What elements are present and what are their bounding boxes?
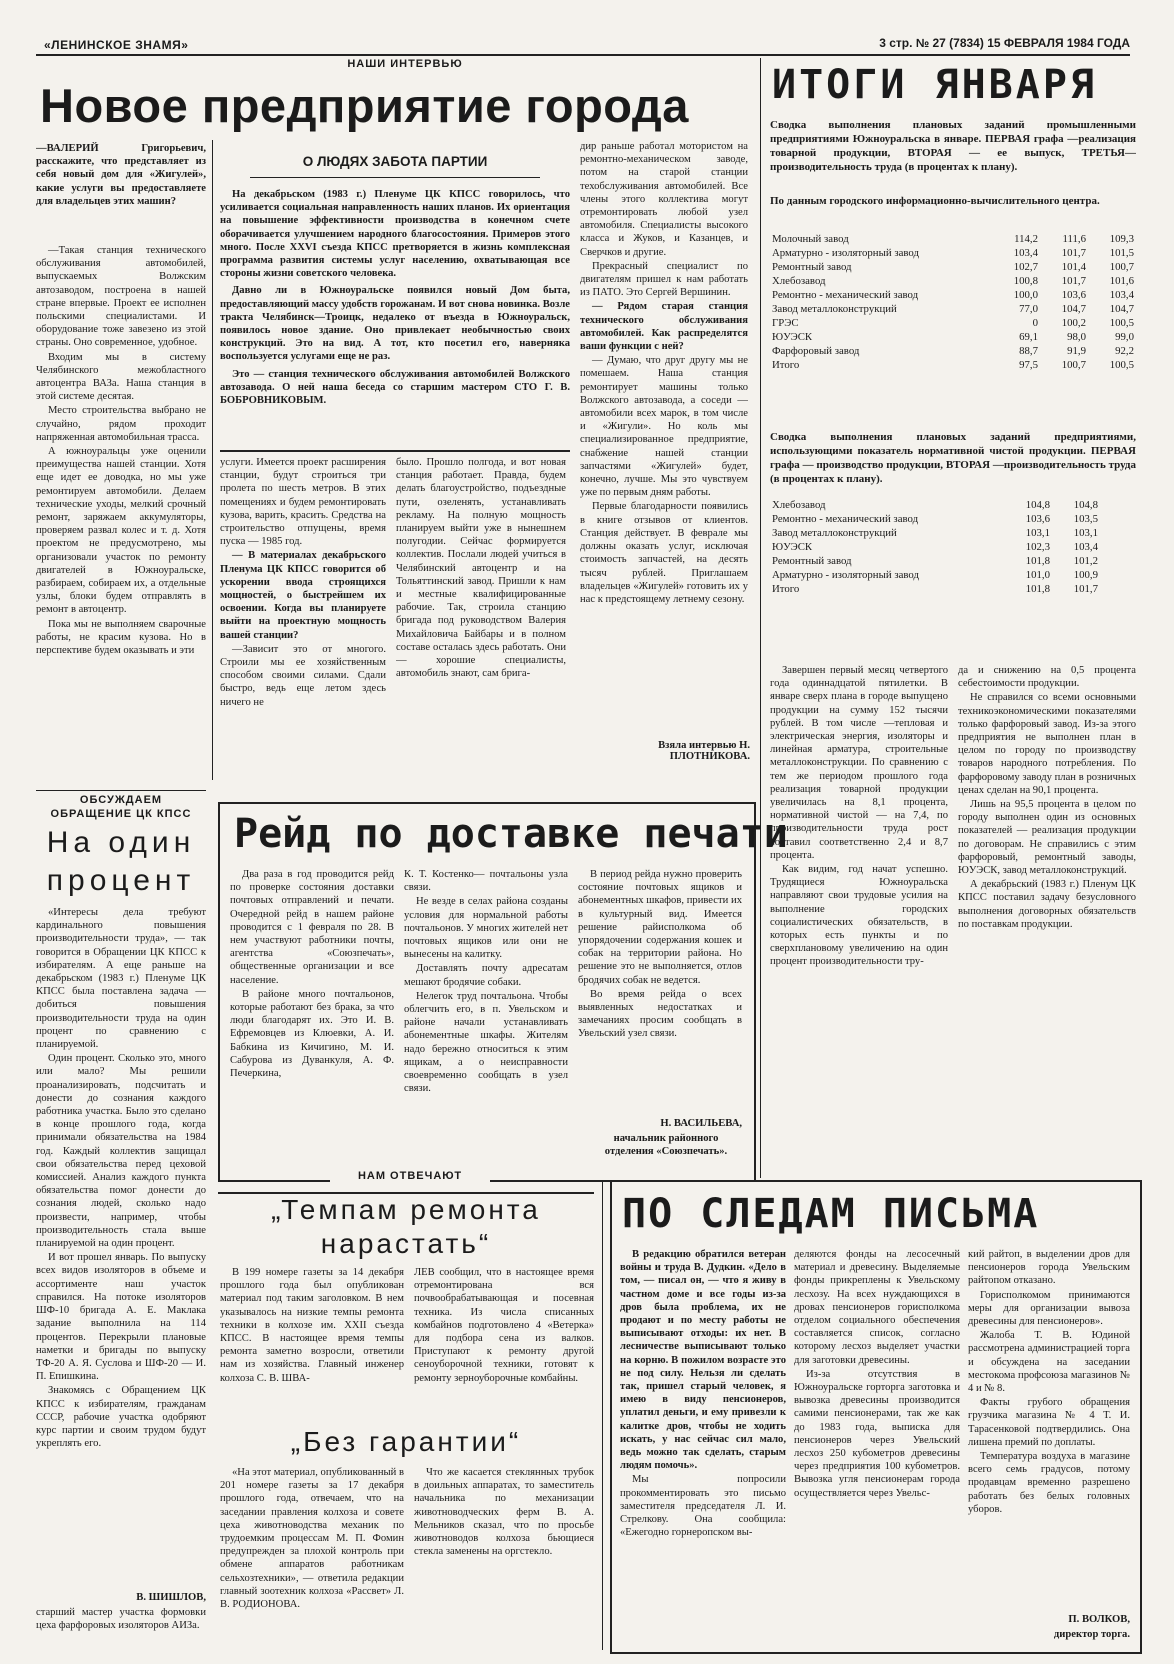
otvechaem-rubric: НАМ ОТВЕЧАЮТ bbox=[330, 1170, 490, 1182]
table-cell: 114,2 bbox=[1014, 233, 1038, 245]
obsuzhdaem-headline1: На один bbox=[46, 826, 196, 859]
table-cell: 109,3 bbox=[1109, 233, 1134, 245]
enterprise-name: Хлебозавод bbox=[772, 275, 826, 287]
sidebar-paragraph: Это — станция технического обслуживания автомобилей Волжского автозавода. О ней наша беседа со старшим мастером СТО Г. В. БОБРОВНИКОВЫМ. bbox=[220, 368, 570, 407]
itogi-intro: Сводка выполнения плановых заданий промышленными предприятиями Южноуральска в январе. ПЕРВАЯ графа —реализация товарной продукции, ВТОРАЯ — ее выпуск, ТРЕТЬЯ— производительность труда (в процентах к плану). bbox=[770, 119, 1136, 173]
obsuzhdaem-signature: В. ШИШЛОВ, bbox=[136, 1592, 206, 1603]
enterprise-name: Хлебозавод bbox=[772, 499, 826, 511]
paragraph: В редакцию обратился ветеран войны и труда В. Дудкин. «Дело в том, — писал он, — что я живу в частном доме и все годы из-за дров была проблема, их не продают и по месту работы не выписывают отходы: их нет. В лесничестве выписывают только на корню. В пожилом возрасте это не под силу. Нельзя ли сделать так, пришел старый человек, я имею в виду пенсионеров, уплатил деньги, и ему привезли к калитке дров, чтобы не ходить искать, у нас сейчас сил мало, ведь можно так сделать, старым людям помочь». bbox=[620, 1249, 786, 1472]
pismo-headline: ПО СЛЕДАМ ПИСЬМА bbox=[622, 1191, 1040, 1237]
interview-col3 bbox=[580, 140, 748, 720]
paragraph: «Интересы дела требуют кардинального повышения производительности труда», — так говорится в Обращении ЦК КПСС к избирателям. А еще раньше на декабрьском (1983 г.) Пленуме ЦК КПСС была поставлена задача — добиться повышения производительности труда на один процент по сравнению с планируемой. bbox=[36, 907, 206, 1051]
paragraph: Температура воздуха в магазине всего семь градусов, потому продавцам временно разрешено работать без белых головных уборов. bbox=[968, 1451, 1130, 1515]
sidebar-paragraph: На декабрьском (1983 г.) Пленуме ЦК КПСС говорилось, что усиливается социальная направленность наших планов. Их ориентация на повышение эффективности производства в конечном счете оборачивается улучшением народного благосостояния. Примеров этого много. После XXVI съезда КПСС претворяется в жизнь комплексная программа развития системы услуг населению, охватывающая все стороны жизни советского человека. bbox=[220, 189, 570, 280]
paragraph: В период рейда нужно проверить состояние почтовых ящиков и абонементных шкафов, привести их в культурный вид. Имеется решение райисполкома об упорядочении содержания кошек и собак на территории района. Но решение это не выполняется, отлов бродячих собак не ведется. bbox=[578, 869, 742, 986]
paragraph: Не везде в селах района созданы условия для нормальной работы почтальонов. У многих жителей нет почтовых ящиков или они не вынесены на калитку. bbox=[404, 896, 568, 961]
table-row bbox=[770, 568, 1100, 582]
paragraph: Горисполкомом принимаются меры для организации вывоза древесины для пенсионеров». bbox=[968, 1289, 1130, 1328]
table-cell: 101,7 bbox=[1061, 247, 1086, 259]
table-cell: 101,0 bbox=[1025, 569, 1050, 581]
otvechaem-col4: Что же касается стеклянных трубок в доильных аппаратах, то заместитель начальника по механизации животноводческих ферм В. А. Мельников сказал, что по просьбе животноводов колхоза бьющиеся стекла заменены на оргстекло. bbox=[414, 1467, 594, 1558]
table-cell: 101,7 bbox=[1073, 583, 1098, 595]
masthead bbox=[44, 36, 1130, 52]
paragraph: Нелегок труд почтальона. Чтобы облегчить его, в п. Увельском и районе начали устанавливать абонементные шкафы. Жителям надо бережно относиться к этим ящикам, а о неисправности своевременно сообщать в узел связи. bbox=[404, 990, 568, 1095]
paragraph: Не справился со всеми основными техникоэкономическими показателями только фарфоровый завод. Из-за этого предприятия не выполнен план в целом по городу по производству товаров народного потребления. По фарфоровому заводу план в розничных ценах сделан на 90,1 процента. bbox=[958, 692, 1136, 796]
paragraph: Доставлять почту адресатам мешают бродячие собаки. bbox=[404, 963, 568, 988]
paragraph: В районе много почтальонов, которые работают без брака, за что люди благодарят их. Это И. В. Ефремовцев из Клюевки, А. И. Бабкина из Кичигино, М. И. Сабурова из Дуванкуля, А. Ф. Печеркина, bbox=[230, 988, 394, 1080]
table-cell: 103,1 bbox=[1073, 527, 1098, 539]
obsuzhdaem-rubric2: ОБРАЩЕНИЕ ЦК КПСС bbox=[50, 808, 192, 820]
enterprise-name: ЮУЭСК bbox=[772, 541, 813, 553]
table-cell: 100,9 bbox=[1073, 569, 1098, 581]
table-cell: 91,9 bbox=[1067, 345, 1086, 357]
enterprise-name: Завод металлоконструкций bbox=[772, 527, 897, 539]
obsuzhdaem-rubric: ОБСУЖДАЕМ bbox=[79, 794, 163, 806]
pismo-col3 bbox=[968, 1248, 1130, 1608]
sidebar-box bbox=[220, 140, 570, 452]
paragraph: Во время рейда о всех выявленных недостатках и замечаниях просим сообщать в Увельский узел связи. bbox=[578, 988, 742, 1040]
paragraph: услуги. Имеется проект расширения станции, будут строиться три пролета по шесть метров. В этих помещениях и будем ремонтировать кузова, варить, красить. Средства на строительство отпущены, время пуска — 1985 год. bbox=[220, 457, 386, 548]
table-cell: 103,1 bbox=[1025, 527, 1050, 539]
reid-headline: Рейд по доставке печати bbox=[234, 811, 788, 857]
paper-name: «ЛЕНИНСКОЕ ЗНАМЯ» bbox=[44, 38, 189, 52]
table-row bbox=[770, 512, 1100, 526]
paragraph: И вот прошел январь. По выпуску всех видов изоляторов в объеме и ассортименте наш участок справился. На потоке изоляторов ШФ-10 бригада А. Е. Маклака задание выполнила на 114 процентов. Перекрыли плановые наметки и бригады по выпуску ТФ-20 А. Я. Суслова и ШФ-20 — И. П. Епишкина. bbox=[36, 1252, 206, 1383]
table-row bbox=[770, 302, 1136, 316]
otvechaem-headline2: „Без гарантии“ bbox=[290, 1426, 522, 1457]
pismo-col1 bbox=[620, 1248, 786, 1642]
table-cell: 92,2 bbox=[1115, 345, 1134, 357]
table-row bbox=[770, 554, 1100, 568]
interview-rubric: НАШИ ИНТЕРВЬЮ bbox=[347, 58, 463, 70]
table-cell: 88,7 bbox=[1019, 345, 1038, 357]
table-cell: 103,5 bbox=[1073, 513, 1098, 525]
table-cell: 103,6 bbox=[1061, 289, 1086, 301]
paragraph: Жалоба Т. В. Юдиной рассмотрена администрацией торга и обсуждена на заседании местокома профсоюза магазинов № 4 и № 8. bbox=[968, 1330, 1130, 1395]
table-cell: 101,8 bbox=[1025, 583, 1050, 595]
itogi-table1 bbox=[770, 232, 1136, 372]
itogi-colA bbox=[770, 664, 948, 1184]
interview-lower1 bbox=[220, 456, 386, 748]
table-cell: 97,5 bbox=[1019, 359, 1038, 371]
paragraph: деляются фонды на лесосечный материал и древесину. Выделяемые фонды прикреплены к Увельскому лесхозу. На всех нуждающихся в дровах пенсионеров горисполкома отделом социального обеспечения составляется список, согласно которому лесхоз выделяет участки для заготовки древесины. bbox=[794, 1249, 960, 1366]
interview-question: —ВАЛЕРИЙ Григорьевич, расскажите, что представляет из себя новый дом для «Жигулей», какие услуги вы предоставляете для владельцев этих машин? bbox=[36, 143, 206, 207]
otvechaem-headline1b: нарастать“ bbox=[320, 1228, 492, 1259]
issue-line: 3 стр. № 27 (7834) 15 ФЕВРАЛЯ 1984 ГОДА bbox=[879, 36, 1130, 50]
enterprise-name: Ремонтно - механический завод bbox=[772, 513, 919, 525]
reid-box bbox=[218, 802, 788, 1182]
table-row bbox=[770, 232, 1136, 246]
table-row bbox=[770, 526, 1100, 540]
paragraph: —Зависит это от многого. Строили мы ее хозяйственным способом своими силами. Сдали быстро, ведь еще летом здесь ничего не bbox=[220, 643, 386, 708]
table-cell: 103,4 bbox=[1073, 541, 1098, 553]
paragraph: Как видим, год начат успешно. Трудящиеся Южноуральска направляют свои трудовые усилия на выполнение городских социалистических обязательств, в которых есть пункты и по сверхплановому увеличению на один процент производительности тру- bbox=[770, 864, 948, 968]
table-cell: 101,7 bbox=[1061, 275, 1086, 287]
paragraph: Один процент. Сколько это, много или мало? Мы решили проанализировать, подсчитать и донести до сознания каждого работника участка. Было это сделано в конце прошлого года, когда принимали обязательства на 1984 год. Каждый коллектив защищал свои обязательства перед цеховой комиссией. Анализ каждого пункта обязательства помог донести до сознания людей, сколько надо произвести, например, чтобы производительность стала выше планируемой на один процент. bbox=[36, 1053, 206, 1250]
paragraph: Факты грубого обращения грузчика магазина № 4 Т. И. Тарасенковой подтвердились. Она лишена премий по доплаты. bbox=[968, 1397, 1130, 1448]
paragraph: Прекрасный специалист по двигателям пришел к нам работать из ПАТО. Это Сергей Вершинин. bbox=[580, 260, 748, 299]
reid-col1 bbox=[230, 868, 394, 1168]
itogi-source: По данным городского информационно-вычислительного центра. bbox=[770, 195, 1100, 207]
paragraph: — Рядом старая станция технического обслуживания автомобилей. Как распределятся ваши функции с ней? bbox=[580, 301, 748, 353]
enterprise-name: Арматурно - изоляторный завод bbox=[772, 247, 919, 259]
table-row bbox=[770, 316, 1136, 330]
column-rule bbox=[212, 140, 213, 780]
otvechaem-headline1a: „Темпам ремонта bbox=[271, 1194, 541, 1225]
enterprise-name: ЮУЭСК bbox=[772, 331, 813, 343]
table-cell: 102,3 bbox=[1025, 541, 1050, 553]
pismo-signature: П. ВОЛКОВ, bbox=[1068, 1614, 1130, 1625]
interview-lower2 bbox=[396, 456, 566, 748]
itogi-colB bbox=[958, 664, 1136, 1184]
paragraph: Завершен первый месяц четвертого года одиннадцатой пятилетки. В январе сверх плана в городе выпущено продукции на сумму 152 тысячи рублей. В том числе —тепловая и электрическая энергия, изоляторы и линейная арматура, строительные металлоконструкции. По сравнению с тем же периодом прошлого года реализация товарной продукции увеличилась на 8,1 процента, нормативной чистой — на 7,4, по производительности труда рост составил соответственно 2,4 и 8,7 процента. bbox=[770, 665, 948, 861]
table-cell: 98,0 bbox=[1067, 331, 1086, 343]
table-row bbox=[770, 330, 1136, 344]
table-row bbox=[770, 540, 1100, 554]
paragraph: Знакомясь с Обращением ЦК КПСС к избирателям, гражданам СССР, рабочие участка одобряют курс партии и своим трудом будут укреплять его. bbox=[36, 1385, 206, 1450]
enterprise-name: Итого bbox=[772, 583, 800, 595]
enterprise-name: Арматурно - изоляторный завод bbox=[772, 569, 919, 581]
enterprise-name: Итого bbox=[772, 359, 800, 371]
header-rule bbox=[36, 54, 1130, 56]
reid-col3 bbox=[578, 868, 742, 1108]
obsuzhdaem-headline2: процент bbox=[46, 864, 196, 897]
otvechaem-col1: В 199 номере газеты за 14 декабря прошлого года был опубликован материал под таким заголовком. В нем указывалось на низкие темпы ремонта техники в колхозе им. XXII съезда КПСС. В настоящее время темпы ремонта заметно возросли, ответили нам из хозяйства. Главный инженер колхоза С. В. ШВА- bbox=[220, 1267, 404, 1384]
paragraph: кий райтоп, в выделении дров для пенсионеров города Увельским райтопом отказано. bbox=[968, 1249, 1130, 1287]
table-cell: 100,7 bbox=[1061, 359, 1086, 371]
paragraph: Два раза в год проводится рейд по проверке состояния доставки почтовых отправлений и печати. Очередной рейд в нашем районе проводится с 1 февраля по 28. В нем участвуют работники почты, агентства «Союзпечать», общественные организации и все население. bbox=[230, 869, 394, 986]
reid-col2 bbox=[404, 868, 568, 1168]
paragraph: — В материалах декабрьского Пленума ЦК КПСС говорится об ускорении ввода строящихся мощностей, о быстрейшем их освоении. Когда вы планируете выйти на проектную мощность вашей станции? bbox=[220, 550, 386, 641]
sidebar-rule bbox=[250, 177, 540, 178]
table-cell: 100,0 bbox=[1013, 289, 1038, 301]
table-row bbox=[770, 358, 1136, 372]
table-cell: 0 bbox=[1032, 317, 1038, 329]
obsuzhdaem-position: старший мастер участка формовки цеха фарфоровых изоляторов АИЗа. bbox=[36, 1607, 206, 1632]
paragraph: А декабрьский (1983 г.) Пленум ЦК КПСС поставил задачу безусловного выполнения договорных обязательств по поставкам продукции. bbox=[958, 879, 1136, 930]
table-cell: 104,8 bbox=[1025, 499, 1050, 511]
table-cell: 104,7 bbox=[1061, 303, 1086, 315]
table-row bbox=[770, 344, 1136, 358]
sidebar-title: О ЛЮДЯХ ЗАБОТА ПАРТИИ bbox=[302, 154, 488, 169]
table-row bbox=[770, 274, 1136, 288]
pismo-box bbox=[610, 1180, 1142, 1654]
paragraph: Из-за отсутствия в Южноуральске горторга заготовка и вывозка древесины производится самими пенсионерами, так же как до 1983 года, выписка для пенсионеров через Увельский лесхоз 250 кубометров древесины через предприятия 100 кубометров. Вывозка угля пенсионерам города осуществляется через Увельс- bbox=[794, 1368, 960, 1499]
table-cell: 104,7 bbox=[1109, 303, 1134, 315]
sidebar-paragraph: Давно ли в Южноуральске появился новый Дом быта, предоставляющий массу удобств горожанам. И вот снова новинка. Возле тракта Челябинск—Троицк, недалеко от въезда в Южноуральск, появилось новое здание. Оно привлекает необычностью своих конструкций. Это на вид. А тот, кто посетил его, наверняка воспользуется услугами еще не раз. bbox=[220, 285, 570, 363]
itogi-table2 bbox=[770, 498, 1100, 596]
table-cell: 100,2 bbox=[1061, 317, 1086, 329]
table-cell: 101,6 bbox=[1109, 275, 1134, 287]
table-row bbox=[770, 246, 1136, 260]
table-cell: 100,8 bbox=[1013, 275, 1038, 287]
table-cell: 77,0 bbox=[1019, 303, 1038, 315]
table-cell: 100,5 bbox=[1109, 317, 1134, 329]
enterprise-name: Ремонтный завод bbox=[772, 261, 852, 273]
table-cell: 111,6 bbox=[1062, 233, 1086, 245]
paragraph: — Думаю, что друг другу мы не помешаем. Наша станция ремонтирует машины только Волжского автозавода, а соседи — автомобили всех марок, в том числе и «Жигули». Но коль мы специализированное предприятие, снабжение нашей станции запчастями «Жигулей» будет, конечно, лучше. Мы это чувствуем уже по первым дням работы. bbox=[580, 355, 748, 499]
table-row bbox=[770, 582, 1100, 596]
table-cell: 99,0 bbox=[1115, 331, 1134, 343]
enterprise-name: Молочный завод bbox=[772, 233, 849, 245]
table-row bbox=[770, 498, 1100, 512]
itogi-intro2: Сводка выполнения плановых заданий предприятиями, использующими показатель нормативной чистой продукции. ПЕРВАЯ графа — производство продукции, ВТОРАЯ —производительность труда (в процентах к плану). bbox=[770, 431, 1136, 485]
otvechaem-col2: ЛЕВ сообщил, что в настоящее время отремонтирована вся почвообрабатывающая и посевная техника. Из числа списанных комбайнов подготовлено 4 «Ветерка» для подбора сена из валков. Приступают к ремонту другой сеноуборочной техники, готовят к ремонту зерноуборочные комбайны. bbox=[414, 1267, 594, 1384]
table-cell: 102,7 bbox=[1013, 261, 1038, 273]
enterprise-name: Ремонтный завод bbox=[772, 555, 852, 567]
table-cell: 104,8 bbox=[1073, 499, 1098, 511]
paragraph: да и снижению на 0,5 процента себестоимости продукции. bbox=[958, 665, 1136, 690]
table-cell: 100,5 bbox=[1109, 359, 1134, 371]
reid-position: начальник районного отделения «Союзпечать». bbox=[604, 1133, 728, 1158]
paragraph: К. Т. Костенко— почтальоны узла связи. bbox=[404, 869, 568, 894]
table-cell: 69,1 bbox=[1019, 331, 1038, 343]
obsuzhdaem-body bbox=[36, 906, 206, 1586]
column-rule bbox=[760, 58, 761, 1178]
table-cell: 103,4 bbox=[1013, 247, 1038, 259]
paragraph: Мы попросили прокомментировать это письмо заместителя председателя Л. И. Стрелкову. Она сообщила: «Ежегодно горнеропском вы- bbox=[620, 1474, 786, 1539]
paragraph: Пока мы не выполняем сварочные работы, не красим кузова. Но в перспективе будем оказывать и эти bbox=[36, 618, 206, 657]
paragraph: А южноуральцы уже оценили преимущества нашей станции. Хотя еще идет ее доводка, но мы уже ремонтируем автомобили. Делаем технические уходы, мелкий срочный ремонт, заряжаем аккумуляторы, проверяем развал колес и т. д. Хотя проектом не предусмотрено, мы организовали участок по ремонту двигателей в Южноуральске, разбираем, собираем их, а отдельные узлы, блоки будем отправлять в ремонт в автоцентр. bbox=[36, 446, 206, 616]
paragraph: дир раньше работал мотористом на ремонтно-механическом заводе, потом на старой станции техобслуживания автомобилей. Все члены этого коллектива могут отремонтировать любой узел автомобиля. Специалисты высокого класса и Жуков, и Казанцев, и Сверчков и другие. bbox=[580, 141, 748, 258]
table-cell: 101,2 bbox=[1073, 555, 1098, 567]
table-row bbox=[770, 260, 1136, 274]
enterprise-name: Фарфоровый завод bbox=[772, 345, 860, 357]
pismo-position: директор торга. bbox=[1053, 1629, 1130, 1640]
table-row bbox=[770, 288, 1136, 302]
table-cell: 100,7 bbox=[1109, 261, 1134, 273]
paragraph: Лишь на 95,5 процента в целом по городу выполнен один из основных показателей — реализация продукции по договорам. Не справились с этим фарфоровый, ремонтный заводы, ЮУЭСК, завод металлоконструкций. bbox=[958, 799, 1136, 877]
pismo-col2 bbox=[794, 1248, 960, 1642]
reid-signature: Н. ВАСИЛЬЕВА, bbox=[660, 1118, 742, 1129]
paragraph: было. Прошло полгода, и вот новая станция работает. Правда, будем делать благоустройство, подъездные пути, озеленять, устанавливать рекламу. На полную мощность планируем выйти уже в нынешнем полугодии. Сейчас формируется коллектив. Послали людей учиться в Челябинский автоцентр и на Тольяттинский завод. Пришли к нам и местные квалифицированные рабочие. Так, строила станцию бригада под руководством Валерия Михайловича Байбары и в полном составе осталась здесь работать. Они — хорошие специалисты, автомобиль знают, сам брига- bbox=[396, 457, 566, 680]
section-rule bbox=[36, 790, 206, 791]
table-cell: 101,5 bbox=[1109, 247, 1134, 259]
column-rule bbox=[602, 1180, 603, 1650]
otvechaem-col3: «На этот материал, опубликованный в 201 номере газеты за 17 декабря прошлого года, отвечаем, что на заседании правления колхоза и совете цеха животноводства механик по трудоемким процессам М. П. Фомин предупрежден за плохой контроль при обмене аппаратов работникам сельхозтехники», — ответила редакции главный зоотехник колхоза «Рассвет» Л. В. РОДИОНОВА. bbox=[220, 1467, 404, 1611]
enterprise-name: ГРЭС bbox=[772, 317, 799, 329]
paragraph: Место строительства выбрано не случайно, рядом проходит напряженная автомобильная трасса. bbox=[36, 405, 206, 443]
enterprise-name: Завод металлоконструкций bbox=[772, 303, 897, 315]
paragraph: Первые благодарности появились в книге отзывов от клиентов. Станция действует. В феврале мы должны оказать услуг, исключая стоимость запчастей, на десять тысяч рублей. Приглашаем владельцев «Жигулей» готовить их у нас к предстоящему летнему сезону. bbox=[580, 501, 748, 605]
enterprise-name: Ремонтно - механический завод bbox=[772, 289, 919, 301]
interview-signature: Взяла интервью Н. ПЛОТНИКОВА. bbox=[658, 740, 750, 762]
table-cell: 103,4 bbox=[1109, 289, 1134, 301]
table-cell: 101,8 bbox=[1025, 555, 1050, 567]
paragraph: —Такая станция технического обслуживания автомобилей, выпускаемых Волжским автозаводом, построена в нашей стране впервые. Проект ее исполнен польскими специалистами. И оборудование тоже завезено из этой страны. Оно современное, удобное. bbox=[36, 245, 206, 349]
paragraph: Входим мы в систему Челябинского межобластного автоцентра ВАЗа. Наша станция в этой системе десятая. bbox=[36, 351, 206, 403]
interview-col1 bbox=[36, 244, 206, 778]
table-cell: 103,6 bbox=[1025, 513, 1050, 525]
table-cell: 101,4 bbox=[1061, 261, 1086, 273]
itogi-headline: ИТОГИ ЯНВАРЯ bbox=[772, 62, 1097, 108]
interview-headline: Новое предприятие города bbox=[40, 79, 689, 132]
